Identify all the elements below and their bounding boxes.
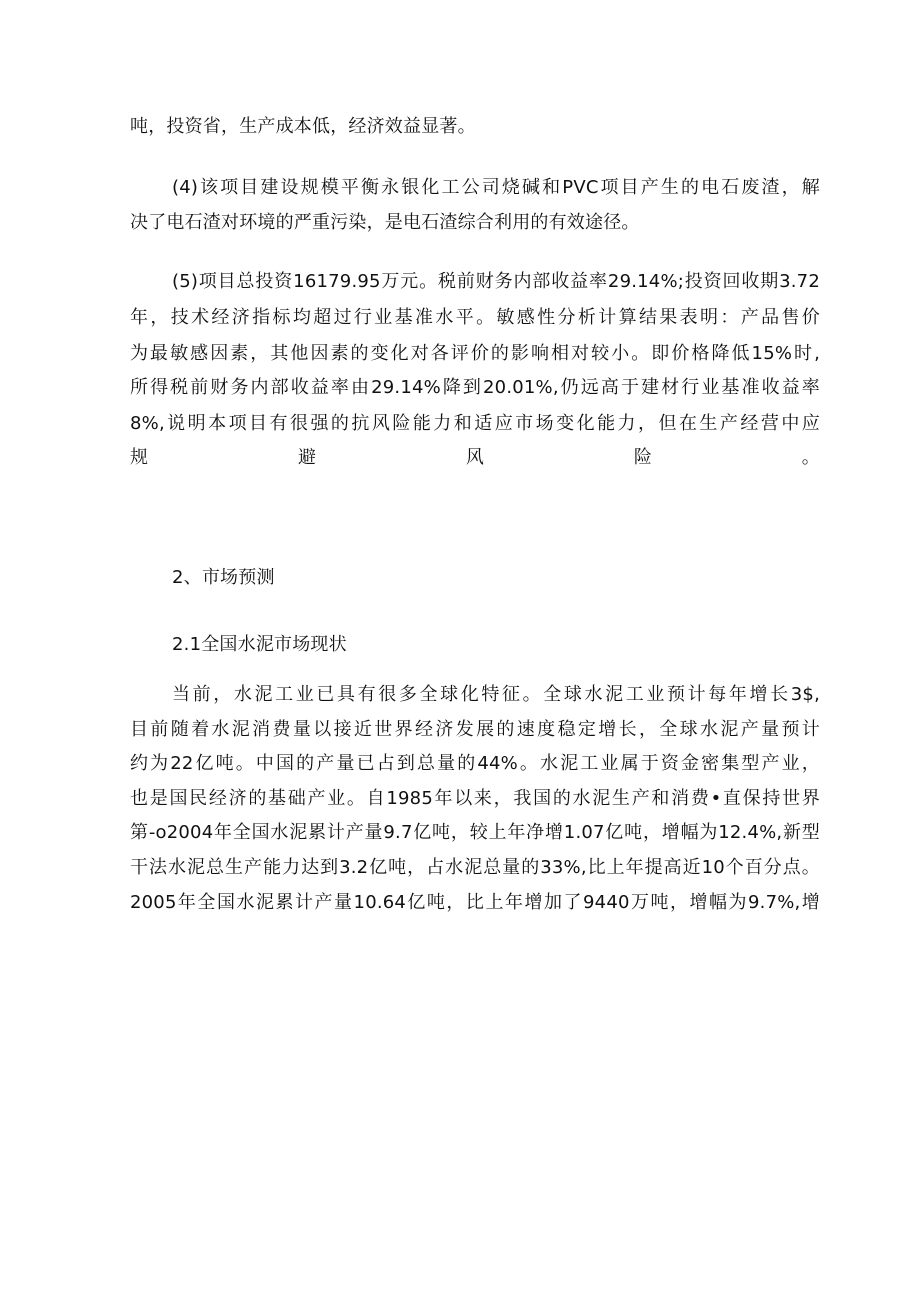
paragraph-line: 规避风险。 [130,447,820,468]
paragraph-line: 吨，投资省，生产成本低，经济效益显著。 [130,116,476,137]
paragraph-line: (5)项目总投资16179.95万元。税前财务内部收益率29.14%;投资回收期3.72 [172,271,820,292]
paragraph-line: 为最敏感因素，其他因素的变化对各评价的影响相对较小。即价格降低15%时, [130,343,820,364]
paragraph-line: 当前，水泥工业已具有很多全球化特征。全球水泥工业预计每年增长3$, [172,684,820,705]
paragraph-line: 决了电石渣对环境的严重污染，是电石渣综合利用的有效途径。 [130,212,640,233]
paragraph-line: (4)该项目建设规模平衡永银化工公司烧碱和PVC项目产生的电石废渣，解 [172,177,820,198]
paragraph-line: 干法水泥总生产能力达到3.2亿吨，占水泥总量的33%,比上年提高近10个百分点。 [130,857,820,878]
paragraph-line: 所得税前财务内部收益率由29.14%降到20.01%,仍远高于建材行业基准收益率 [130,377,820,398]
paragraph-line: 年，技术经济指标均超过行业基准水平。敏感性分析计算结果表明：产品售价 [130,307,820,328]
section-heading: 2、市场预测 [172,567,275,588]
paragraph-line: 第-o2004年全国水泥累计产量9.7亿吨，较上年净增1.07亿吨，增幅为12.4%,新型 [130,822,820,843]
paragraph-line: 约为22亿吨。中国的产量已占到总量的44%。水泥工业属于资金密集型产业， [130,753,820,774]
paragraph-line: 目前随着水泥消费量以接近世界经济发展的速度稳定增长，全球水泥产量预计 [130,719,820,740]
paragraph-line: 也是国民经济的基础产业。自1985年以来，我国的水泥生产和消费•直保持世界 [130,788,820,809]
paragraph-line: 8%,说明本项目有很强的抗风险能力和适应市场变化能力，但在生产经营中应 [130,413,820,434]
paragraph-line: 2005年全国水泥累计产量10.64亿吨，比上年增加了9440万吨，增幅为9.7%,增 [130,892,820,913]
subsection-heading: 2.1全国水泥市场现状 [172,634,347,655]
